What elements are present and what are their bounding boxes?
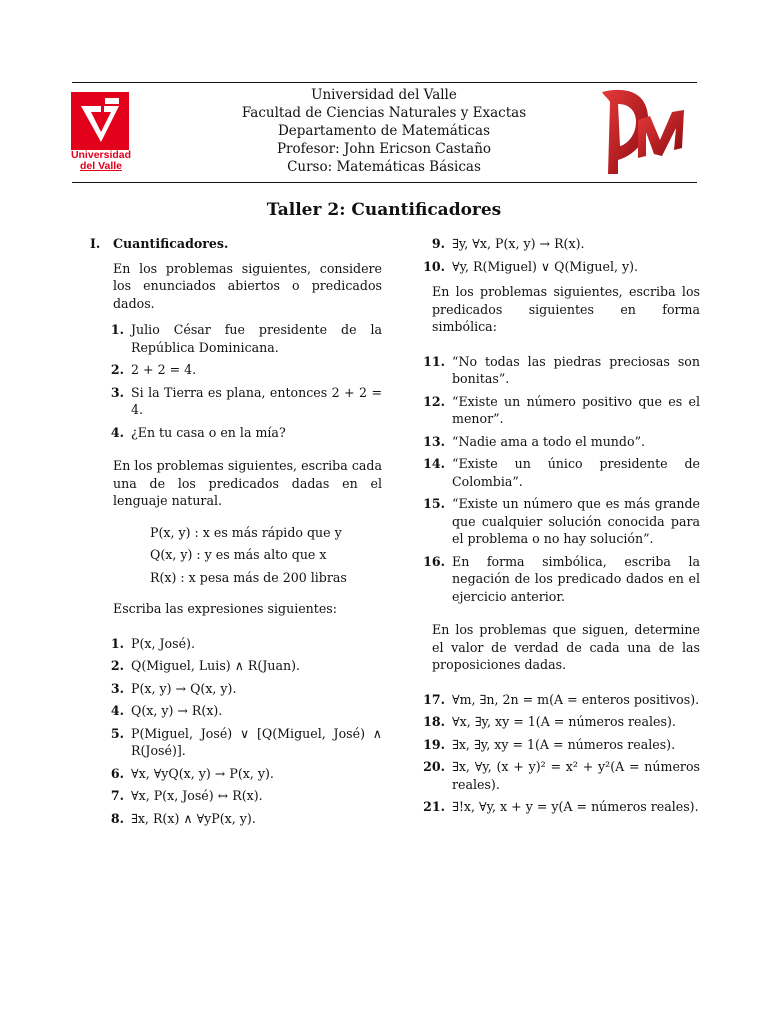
predicate-q: Q(x, y) : y es más alto que x (150, 547, 327, 562)
problem-list-4 (422, 353, 700, 606)
left-column (90, 235, 382, 835)
problem-list-2 (90, 635, 382, 828)
section-number: I. (90, 236, 101, 251)
dm-logo-icon (596, 86, 692, 178)
faculty-name: Facultad de Ciencias Naturales y Exactas (241, 105, 527, 121)
section-title: Cuantificadores. (113, 236, 229, 251)
univalle-logo-line2: del Valle (79, 160, 123, 172)
list-item: 21. ∃!x, ∀y, x + y = y(A = números reales). (423, 799, 699, 814)
list-item: 4. ¿En tu casa o en la mía? (110, 424, 286, 440)
section-heading (90, 235, 382, 253)
list-item: 17. ∀m, ∃n, 2n = m(A = enteros positivos). (423, 691, 700, 707)
predicate-r: R(x) : x pesa más de 200 libras (150, 569, 347, 585)
list-item: 18. ∀x, ∃y, xy = 1(A = números reales). (423, 714, 676, 729)
problem-list-1 (90, 321, 382, 441)
list-item: 19. ∃x, ∃y, xy = 1(A = números reales). (423, 736, 676, 752)
problem-list-5 (422, 691, 700, 816)
list-item: 12. “Existe un número positivo que es el menor”. (423, 393, 700, 426)
list-item: 1. P(x, José). (110, 635, 195, 651)
university-name: Universidad del Valle (311, 87, 457, 103)
list-item: 9. ∃y, ∀x, P(x, y) → R(x). (431, 236, 585, 251)
list-item: 11. “No todas las piedras preciosas son bonitas”. (423, 353, 700, 386)
instructions-paragraph: En los problemas siguientes, escriba cada una de los predicados dadas en el lenguaje natural. (113, 458, 382, 508)
list-item: 7. ∀x, P(x, José) ↔ R(x). (110, 788, 263, 803)
symbolic-instructions-paragraph: En los problemas siguientes, escriba los predicados siguientes en forma simbólica: (432, 284, 700, 334)
list-item: 1. Julio César fue presidente de la República Dominicana. (110, 322, 382, 355)
truth-value-paragraph: En los problemas que siguen, determine el valor de verdad de cada una de las proposiciones dadas. (432, 622, 700, 672)
page-title: Taller 2: Cuantificadores (266, 200, 502, 220)
list-item: 5. P(Miguel, José) ∨ [Q(Miguel, José) ∧ R(José)]. (110, 725, 382, 758)
list-item: 20. ∃x, ∀y, (x + y)² = x² + y²(A = números reales). (423, 759, 700, 792)
header-text (180, 86, 588, 176)
predicate-p: P(x, y) : x es más rápido que y (150, 524, 342, 540)
expressions-paragraph: Escriba las expresiones siguientes: (113, 601, 338, 616)
header-top-rule (72, 82, 697, 83)
department-name: Departamento de Matemáticas (277, 123, 491, 139)
list-item: 4. Q(x, y) → R(x). (110, 703, 223, 718)
course-name: Curso: Matemáticas Básicas (287, 159, 481, 175)
list-item: 10. ∀y, R(Miguel) ∨ Q(Miguel, y). (423, 258, 639, 274)
list-item: 6. ∀x, ∀yQ(x, y) → P(x, y). (110, 765, 274, 781)
dm-logo (596, 86, 692, 178)
list-item: 16. En forma simbólica, escriba la negación de los predicado dados en el ejercicio anterior. (423, 553, 700, 604)
professor-name: Profesor: John Ericson Castaño (276, 141, 492, 157)
problem-list-3 (422, 235, 700, 275)
univalle-shield-icon (71, 92, 129, 150)
list-item: 13. “Nadie ama a todo el mundo”. (423, 433, 646, 449)
list-item: 2. 2 + 2 = 4. (110, 362, 197, 377)
list-item: 15. “Existe un número que es más grande que cualquier solución conocida para el problema o no hay solución”. (423, 496, 700, 546)
intro-paragraph: En los problemas siguientes, considere los enunciados abiertos o predicados dados. (113, 260, 382, 311)
univalle-logo (70, 92, 142, 174)
header-bottom-rule (72, 182, 697, 183)
univalle-logo-line1: Universidad (70, 149, 132, 161)
list-item: 14. “Existe un único presidente de Colombia”. (423, 456, 700, 489)
predicate-definitions (150, 524, 382, 587)
list-item: 2. Q(Miguel, Luis) ∧ R(Juan). (110, 658, 301, 673)
list-item: 8. ∃x, R(x) ∧ ∀yP(x, y). (110, 810, 256, 826)
list-item: 3. Si la Tierra es plana, entonces 2 + 2 = 4. (110, 384, 382, 417)
list-item: 3. P(x, y) → Q(x, y). (110, 680, 237, 696)
right-column (422, 235, 700, 824)
